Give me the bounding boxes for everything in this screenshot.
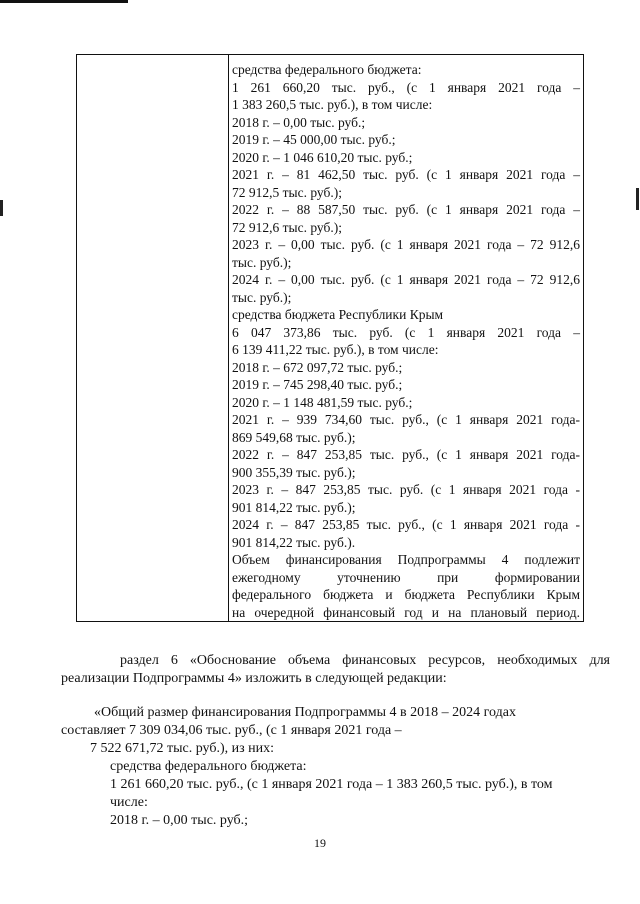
table-line: 6 139 411,22 тыс. руб.), в том числе: <box>232 342 439 357</box>
paragraph-line: 2018 г. – 0,00 тыс. руб.; <box>110 813 249 828</box>
paragraph-line: составляет 7 309 034,06 тыс. руб., (с 1 января 2021 года – <box>61 723 402 738</box>
table-line: 2022 г. – 88 587,50 тыс. руб. (с 1 января 2021 года – <box>232 202 580 217</box>
table-line: 869 549,68 тыс. руб.); <box>232 429 356 445</box>
table-line: 900 355,39 тыс. руб.); <box>232 464 356 480</box>
table-line: тыс. руб.); <box>232 254 292 270</box>
table-line: средства бюджета Республики Крым <box>232 307 444 322</box>
table-line: федерального бюджета и бюджета Республики Крым <box>232 587 580 602</box>
table-line: 901 814,22 тыс. руб.). <box>232 534 356 550</box>
table-cell-financing <box>232 61 580 621</box>
table-line: 2019 г. – 45 000,00 тыс. руб.; <box>232 132 396 147</box>
paragraph-line: реализации Подпрограммы 4» изложить в следующей редакции: <box>61 671 447 686</box>
table-line: на очередной финансовый год и на плановый период. <box>232 604 580 620</box>
table-line: 2024 г. – 847 253,85 тыс. руб., (с 1 января 2021 года - <box>232 517 580 532</box>
paragraph-line: раздел 6 «Обоснование объема финансовых ресурсов, необходимых для <box>120 653 610 668</box>
table-line: 72 912,6 тыс. руб.); <box>232 219 342 235</box>
section-6-paragraph <box>61 652 610 688</box>
table-line: 2021 г. – 81 462,50 тыс. руб. (с 1 января 2021 года – <box>232 167 580 182</box>
page-number: 19 <box>314 836 326 850</box>
table-line: 1 261 660,20 тыс. руб., (с 1 января 2021 года – <box>232 79 580 95</box>
table-line: 6 047 373,86 тыс. руб. (с 1 января 2021 года – <box>232 324 580 340</box>
table-line: 2019 г. – 745 298,40 тыс. руб.; <box>232 377 403 392</box>
table-line: 2024 г. – 0,00 тыс. руб. (с 1 января 2021 года – 72 912,6 <box>232 272 580 287</box>
paragraph-line: «Общий размер финансирования Подпрограммы 4 в 2018 – 2024 годах <box>94 705 516 720</box>
table-line: 901 814,22 тыс. руб.); <box>232 499 356 515</box>
paragraph-line: числе: <box>110 795 148 810</box>
scan-mark-left <box>0 200 3 216</box>
table-line: Объем финансирования Подпрограммы 4 подлежит <box>232 552 580 567</box>
table-line: 1 383 260,5 тыс. руб.), в том числе: <box>232 97 433 112</box>
scan-mark-top <box>0 0 128 3</box>
table-line: 2020 г. – 1 046 610,20 тыс. руб.; <box>232 149 413 165</box>
table-line: 72 912,5 тыс. руб.); <box>232 184 342 200</box>
scan-mark-right <box>636 188 639 210</box>
table-column-divider <box>228 55 229 621</box>
table-line: тыс. руб.); <box>232 289 292 305</box>
table-line: 2018 г. – 672 097,72 тыс. руб.; <box>232 359 403 375</box>
table-line: ежегодному уточнению при формировании <box>232 569 580 585</box>
financing-table <box>76 54 584 622</box>
table-line: 2021 г. – 939 734,60 тыс. руб., (с 1 января 2021 года- <box>232 412 580 427</box>
paragraph-line: 7 522 671,72 тыс. руб.), из них: <box>90 741 275 756</box>
table-line: средства федерального бюджета: <box>232 62 422 77</box>
table-line: 2020 г. – 1 148 481,59 тыс. руб.; <box>232 394 413 410</box>
table-line: 2023 г. – 0,00 тыс. руб. (с 1 января 2021 года – 72 912,6 <box>232 237 580 252</box>
paragraph-line: 1 261 660,20 тыс. руб., (с 1 января 2021 года – 1 383 260,5 тыс. руб.), в том <box>110 777 553 792</box>
table-line: 2023 г. – 847 253,85 тыс. руб. (с 1 января 2021 года - <box>232 482 580 497</box>
paragraph-line: средства федерального бюджета: <box>110 759 307 774</box>
financing-paragraph <box>61 704 610 830</box>
table-line: 2018 г. – 0,00 тыс. руб.; <box>232 114 366 130</box>
table-line: 2022 г. – 847 253,85 тыс. руб., (с 1 января 2021 года- <box>232 447 580 462</box>
